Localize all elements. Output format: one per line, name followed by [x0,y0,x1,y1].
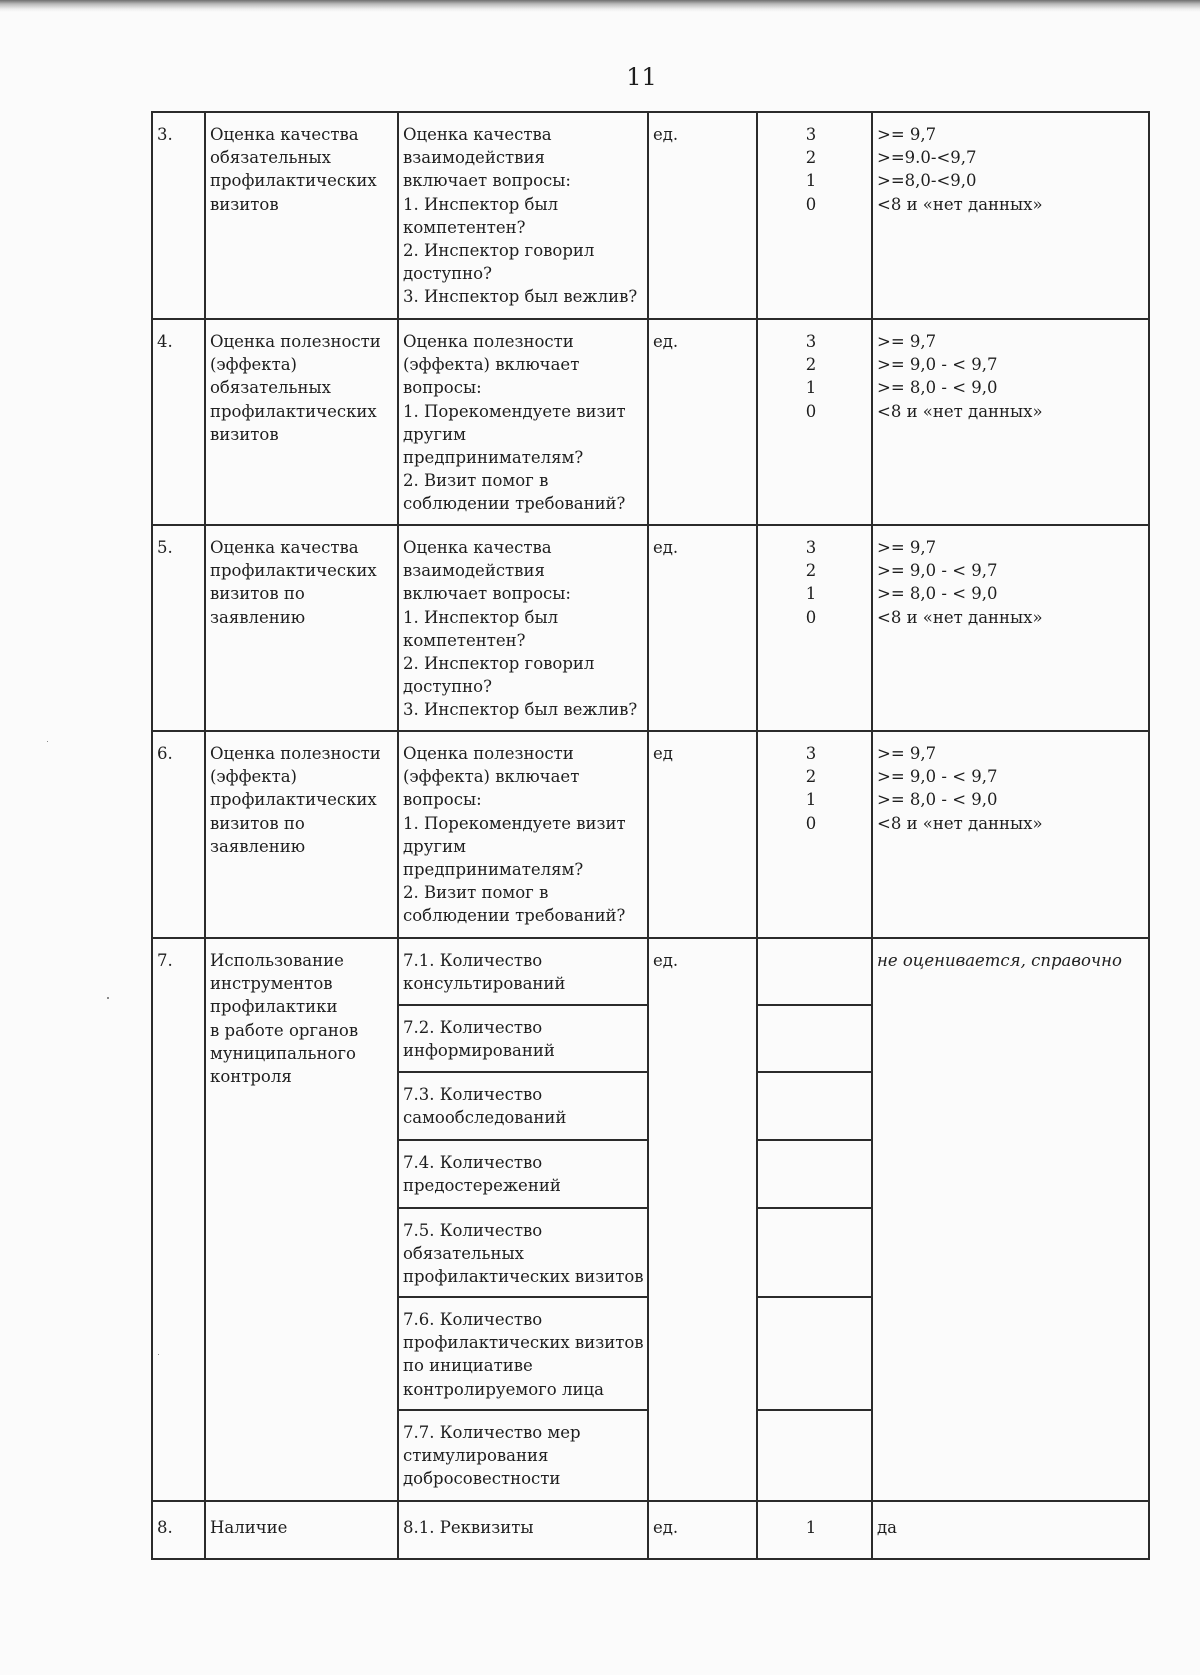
criteria-values-line: >= 8,0 - < 9,0 [877,790,998,810]
score-values-line: 2 [805,767,817,787]
indicator-description-line: предпринимателям? [403,859,584,879]
indicator-description-line: 1. Порекомендуете визит [403,813,626,833]
subrow-divider [756,1004,871,1006]
indicator-name-line: Оценка качества [210,125,359,144]
indicator-description-line: доступно? [403,677,492,697]
subrow-divider [397,1207,647,1209]
criteria-note: не оценивается, справочно [877,951,1122,970]
table-border-right [1148,111,1150,1558]
indicator-name-line: Оценка полезности [210,744,381,763]
subitem-description [403,1219,644,1289]
indicator-description-line: компетентен? [403,630,526,650]
score-values-line: 0 [805,607,817,627]
indicator-description-line: Оценка качества [403,125,552,144]
column-divider [871,111,873,1558]
indicator-name-line: профилактики [210,997,338,1017]
subitem-description-line: информирований [403,1041,555,1061]
criteria-values-line: <8 и «нет данных» [877,607,1043,627]
unit-cell: ед. [653,951,679,970]
row-divider [151,937,1148,939]
criteria-values [877,536,1043,629]
subitem-description-line: обязательных [403,1244,524,1264]
subitem-description-line: предостережений [403,1176,561,1196]
indicator-name [210,742,381,858]
indicator-description-line: 2. Инспектор говорил [403,240,595,260]
score-values-line: 2 [805,355,817,375]
subitem-description-line: 7.3. Количество [403,1085,543,1104]
indicator-description-line: включает вопросы: [403,171,571,191]
indicator-description [403,742,626,928]
criteria-values-line: <8 и «нет данных» [877,401,1043,421]
indicator-description [403,123,637,309]
subitem-description-line: 7.5. Количество [403,1221,543,1240]
indicator-description-line: предпринимателям? [403,447,584,467]
indicator-description: 8.1. Реквизиты [403,1518,534,1537]
subitem-description-line: по инициативе [403,1356,533,1376]
column-divider [647,111,649,1558]
indicator-name-line: профилактических [210,171,377,191]
indicator-name-line: заявлению [210,607,306,627]
row-number: 4. [157,332,173,351]
indicator-description-line: взаимодействия [403,148,545,168]
indicator-name-line: профилактических [210,790,377,810]
score-values-line: 3 [805,125,817,144]
column-divider [204,111,206,1558]
indicator-name-line: обязательных [210,378,331,398]
indicator-description-line: другим [403,424,466,444]
column-divider [756,111,758,1558]
subitem-description [403,1308,644,1401]
indicator-name [210,949,358,1088]
indicator-name-line: муниципального [210,1043,356,1063]
indicator-description-line: 1. Инспектор был [403,194,559,214]
score-values-line: 3 [805,332,817,351]
subrow-divider [756,1071,871,1073]
subitem-description-line: 7.6. Количество [403,1310,543,1329]
subrow-divider [756,1139,871,1141]
subrow-divider [397,1004,647,1006]
subrow-divider [397,1139,647,1141]
unit-cell: ед [653,744,673,763]
score-values-line: 3 [805,538,817,557]
unit-cell: ед. [653,538,679,557]
indicator-description-line: Оценка полезности [403,744,574,763]
subrow-divider [756,1409,871,1411]
indicator-description-line: 2. Визит помог в [403,883,549,903]
subitem-description-line: 7.4. Количество [403,1153,543,1172]
table-border-top [151,111,1148,113]
indicator-name-line: инструментов [210,974,333,994]
criteria-values-line: >= 9,0 - < 9,7 [877,767,998,787]
indicator-description-line: 1. Порекомендуете визит [403,401,626,421]
criteria-values-line: >= 9,7 [877,538,937,557]
indicator-name-line: Оценка полезности [210,332,381,351]
subitem-description [403,1083,566,1129]
indicator-name-line: Оценка качества [210,538,359,557]
scan-speck [107,997,109,999]
score-values [801,123,821,216]
criteria-values [877,330,1043,423]
indicator-name-line: контроля [210,1066,292,1086]
subrow-divider [756,1296,871,1298]
indicator-name-line: (эффекта) [210,767,297,787]
row-divider [151,730,1148,732]
row-divider [151,1500,1148,1502]
subrow-divider [756,1207,871,1209]
criteria-values-line: >= 9,0 - < 9,7 [877,355,998,375]
indicator-description-line: 2. Инспектор говорил [403,653,595,673]
indicator-name-line: заявлению [210,836,306,856]
subitem-description [403,1016,555,1062]
indicator-description-line: соблюдении требований? [403,906,626,926]
indicator-description-line: 1. Инспектор был [403,607,559,627]
indicator-name-line: обязательных [210,148,331,168]
indicator-description-line: вопросы: [403,378,482,398]
subitem-description-line: 7.7. Количество мер [403,1423,581,1442]
criteria-values-line: >= 9,7 [877,125,937,144]
score-values-line: 2 [805,148,817,168]
indicator-description-line: 3. Инспектор был вежлив? [403,287,638,307]
subitem-description-line: контролируемого лица [403,1379,604,1399]
score-values-line: 1 [805,790,817,810]
row-number: 7. [157,951,173,970]
subitem-description-line: самообследований [403,1108,567,1128]
indicator-name-line: визитов [210,424,279,444]
row-number: 6. [157,744,173,763]
subitem-description-line: 7.2. Количество [403,1018,543,1037]
subitem-description [403,1421,581,1491]
criteria-values [877,123,1043,216]
criteria-values-line: >= 9,7 [877,332,937,351]
indicator-name-line: в работе органов [210,1020,359,1040]
indicator-name-line: визитов по [210,813,305,833]
criteria-values-line: >= 8,0 - < 9,0 [877,378,998,398]
score-values-line: 1 [805,378,817,398]
score-values [801,536,821,629]
unit-cell: ед. [653,332,679,351]
score-value: 1 [805,1518,817,1537]
table-border-left [151,111,153,1558]
criteria-values-line: >= 9,0 - < 9,7 [877,561,998,581]
row-divider [151,524,1148,526]
subitem-description-line: профилактических визитов [403,1333,644,1353]
score-values [801,742,821,835]
criteria-values-line: >=8,0-<9,0 [877,171,977,191]
criteria-values-line: >=9.0-<9,7 [877,148,977,168]
criteria-values-line: >= 9,7 [877,744,937,763]
subrow-divider [397,1071,647,1073]
indicator-name-line: (эффекта) [210,355,297,375]
subitem-description [403,1151,561,1197]
score-values-line: 0 [805,813,817,833]
scan-speck [158,1354,159,1355]
subitem-description-line: 7.1. Количество [403,951,543,970]
criteria-value: да [877,1518,897,1537]
unit-cell: ед. [653,1518,679,1537]
row-divider [151,318,1148,320]
indicator-description [403,330,626,516]
score-values-line: 1 [805,171,817,191]
criteria-values-line: <8 и «нет данных» [877,813,1043,833]
score-values-line: 2 [805,561,817,581]
subitem-description-line: профилактических визитов [403,1267,644,1287]
indicator-description-line: (эффекта) включает [403,767,580,787]
subitem-description-line: добросовестности [403,1469,561,1489]
row-number: 5. [157,538,173,557]
indicator-name-line: профилактических [210,561,377,581]
indicator-description-line: Оценка полезности [403,332,574,351]
row-number: 8. [157,1518,173,1537]
subrow-divider [397,1409,647,1411]
scan-speck [47,741,48,742]
indicator-description-line: доступно? [403,264,492,284]
indicator-description-line: вопросы: [403,790,482,810]
subrow-divider [397,1296,647,1298]
row-number: 3. [157,125,173,144]
score-values-line: 3 [805,744,817,763]
indicator-name-line: профилактических [210,401,377,421]
indicator-description-line: 3. Инспектор был вежлив? [403,700,638,720]
criteria-values [877,742,1043,835]
subitem-description-line: консультирований [403,974,566,994]
score-values-line: 1 [805,584,817,604]
indicator-name-line: Использование [210,951,344,970]
unit-cell: ед. [653,125,679,144]
subitem-description [403,949,565,995]
indicator-name [210,123,377,216]
indicator-name: Наличие [210,1518,288,1537]
indicator-name [210,536,377,629]
indicator-description-line: другим [403,836,466,856]
indicator-description [403,536,637,722]
criteria-values-line: >= 8,0 - < 9,0 [877,584,998,604]
table-border-bottom [151,1558,1150,1560]
score-values-line: 0 [805,194,817,214]
subitem-description-line: стимулирования [403,1446,549,1466]
indicator-description-line: (эффекта) включает [403,355,580,375]
indicator-description-line: 2. Визит помог в [403,471,549,491]
indicator-description-line: Оценка качества [403,538,552,557]
indicator-name [210,330,381,446]
indicator-name-line: визитов по [210,584,305,604]
indicator-name-line: визитов [210,194,279,214]
criteria-values-line: <8 и «нет данных» [877,194,1043,214]
column-divider [397,111,399,1558]
page-number: 11 [626,63,657,91]
score-values-line: 0 [805,401,817,421]
indicator-description-line: включает вопросы: [403,584,571,604]
indicator-description-line: взаимодействия [403,561,545,581]
score-values [801,330,821,423]
indicator-description-line: компетентен? [403,217,526,237]
indicator-description-line: соблюдении требований? [403,494,626,514]
